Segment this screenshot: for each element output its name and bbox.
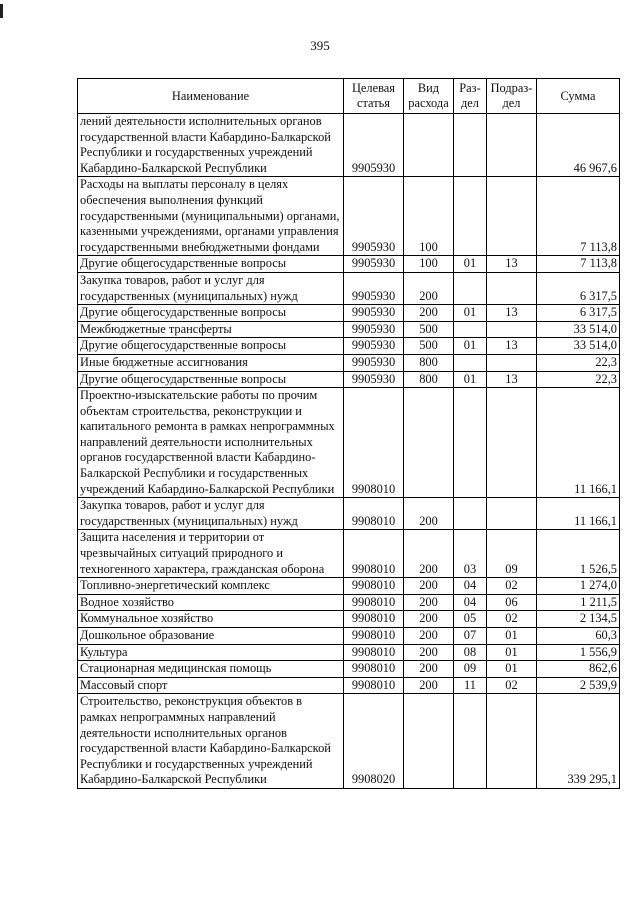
table-row: [78, 498, 620, 530]
cell-subsection: 01: [487, 628, 537, 645]
cell-section: 01: [454, 338, 487, 355]
cell-target-article: 9905930: [344, 338, 404, 355]
cell-subsection: 13: [487, 256, 537, 273]
cell-section: 01: [454, 256, 487, 273]
table-row: [78, 114, 620, 177]
header-target-article: Целевая статья: [344, 79, 404, 114]
cell-subsection: [487, 498, 537, 530]
cell-subsection: [487, 177, 537, 256]
cell-expense-type: 200: [404, 594, 454, 611]
table-row: [78, 694, 620, 789]
cell-expense-type: [404, 388, 454, 498]
cell-subsection: 13: [487, 305, 537, 322]
cell-sum: 60,3: [537, 628, 620, 645]
cell-section: [454, 321, 487, 338]
table-row: [78, 354, 620, 371]
cell-sum: 11 166,1: [537, 388, 620, 498]
cell-sum: 2 134,5: [537, 611, 620, 628]
cell-expense-type: 800: [404, 371, 454, 388]
cell-name: лений деятельности исполнительных органов государственной власти Кабардино-Балкарской Республики и государственных учреждений Кабардино-Балкарской Республики: [78, 114, 344, 177]
table-row: [78, 628, 620, 645]
cell-subsection: 01: [487, 644, 537, 661]
cell-section: 05: [454, 611, 487, 628]
table-row: [78, 594, 620, 611]
cell-section: 03: [454, 530, 487, 578]
table-row: [78, 578, 620, 595]
cell-name: Водное хозяйство: [78, 594, 344, 611]
header-section: Раз- дел: [454, 79, 487, 114]
cell-expense-type: [404, 114, 454, 177]
cell-subsection: 09: [487, 530, 537, 578]
cell-sum: 22,3: [537, 371, 620, 388]
cell-sum: 1 556,9: [537, 644, 620, 661]
header-sum: Сумма: [537, 79, 620, 114]
cell-name: Другие общегосударственные вопросы: [78, 305, 344, 322]
cell-sum: 33 514,0: [537, 338, 620, 355]
table-row: [78, 177, 620, 256]
cell-subsection: 01: [487, 661, 537, 678]
cell-target-article: 9908010: [344, 644, 404, 661]
budget-table: [77, 78, 620, 789]
cell-expense-type: 200: [404, 628, 454, 645]
cell-name: Культура: [78, 644, 344, 661]
cell-target-article: 9905930: [344, 305, 404, 322]
cell-section: [454, 498, 487, 530]
cell-sum: 1 211,5: [537, 594, 620, 611]
cell-target-article: 9908020: [344, 694, 404, 789]
table-row: [78, 256, 620, 273]
cell-target-article: 9905930: [344, 177, 404, 256]
cell-name: Расходы на выплаты персоналу в целях обеспечения выполнения функций государственными (муниципальными) органами, казенными учреждениями, органами управления государственными внебюджетными фондами: [78, 177, 344, 256]
cell-subsection: 02: [487, 611, 537, 628]
cell-target-article: 9908010: [344, 388, 404, 498]
cell-subsection: [487, 114, 537, 177]
cell-target-article: 9908010: [344, 594, 404, 611]
cell-section: 08: [454, 644, 487, 661]
table-row: [78, 530, 620, 578]
cell-target-article: 9905930: [344, 371, 404, 388]
cell-sum: 6 317,5: [537, 305, 620, 322]
header-expense-type: Вид расхода: [404, 79, 454, 114]
cell-name: Защита населения и территории от чрезвычайных ситуаций природного и техногенного характера, гражданская оборона: [78, 530, 344, 578]
cell-name: Другие общегосударственные вопросы: [78, 338, 344, 355]
cell-target-article: 9908010: [344, 578, 404, 595]
cell-sum: 339 295,1: [537, 694, 620, 789]
cell-name: Другие общегосударственные вопросы: [78, 371, 344, 388]
cell-sum: 6 317,5: [537, 272, 620, 304]
cell-expense-type: 200: [404, 578, 454, 595]
cell-subsection: [487, 354, 537, 371]
cell-section: 01: [454, 305, 487, 322]
cell-name: Межбюджетные трансферты: [78, 321, 344, 338]
cell-target-article: 9908010: [344, 611, 404, 628]
cell-section: [454, 388, 487, 498]
cell-name: Иные бюджетные ассигнования: [78, 354, 344, 371]
cell-target-article: 9908010: [344, 661, 404, 678]
cell-name: Коммунальное хозяйство: [78, 611, 344, 628]
cell-section: [454, 694, 487, 789]
cell-sum: 7 113,8: [537, 256, 620, 273]
cell-name: Стационарная медицинская помощь: [78, 661, 344, 678]
cell-target-article: 9905930: [344, 114, 404, 177]
cell-expense-type: 500: [404, 338, 454, 355]
cell-name: Массовый спорт: [78, 677, 344, 694]
cell-target-article: 9905930: [344, 321, 404, 338]
table-row: [78, 661, 620, 678]
table-row: [78, 305, 620, 322]
cell-section: 07: [454, 628, 487, 645]
table-row: [78, 272, 620, 304]
cell-expense-type: 200: [404, 661, 454, 678]
cell-expense-type: 200: [404, 305, 454, 322]
cell-target-article: 9908010: [344, 677, 404, 694]
cell-target-article: 9905930: [344, 354, 404, 371]
cell-expense-type: 200: [404, 677, 454, 694]
cell-expense-type: 500: [404, 321, 454, 338]
cell-subsection: 06: [487, 594, 537, 611]
cell-sum: 11 166,1: [537, 498, 620, 530]
cell-sum: 33 514,0: [537, 321, 620, 338]
cell-expense-type: 200: [404, 644, 454, 661]
table-row: [78, 388, 620, 498]
cell-section: [454, 177, 487, 256]
cell-section: 01: [454, 371, 487, 388]
cell-expense-type: 800: [404, 354, 454, 371]
table-row: [78, 371, 620, 388]
page-number: 395: [310, 38, 330, 53]
cell-subsection: 13: [487, 371, 537, 388]
cell-target-article: 9908010: [344, 530, 404, 578]
cell-expense-type: 100: [404, 177, 454, 256]
cell-subsection: [487, 272, 537, 304]
cell-expense-type: 200: [404, 498, 454, 530]
cell-name: Другие общегосударственные вопросы: [78, 256, 344, 273]
cell-section: 11: [454, 677, 487, 694]
cell-sum: 22,3: [537, 354, 620, 371]
cell-sum: 862,6: [537, 661, 620, 678]
table-header-row: [78, 79, 620, 114]
header-name: Наименование: [78, 79, 344, 114]
cell-subsection: 02: [487, 677, 537, 694]
cell-section: 04: [454, 578, 487, 595]
cell-section: [454, 354, 487, 371]
cell-target-article: 9908010: [344, 498, 404, 530]
cell-target-article: 9905930: [344, 256, 404, 273]
table-row: [78, 677, 620, 694]
table-row: [78, 611, 620, 628]
table-row: [78, 321, 620, 338]
table-row: [78, 644, 620, 661]
cell-name: Проектно-изыскательские работы по прочим объектам строительства, реконструкции и капитального ремонта в рамках непрограммных направлений деятельности исполнительных органов государственной власти Кабардино-Балкарской Республики и государственных учреждений Кабардино-Балкарской Республики: [78, 388, 344, 498]
table-body: [78, 114, 620, 789]
cell-subsection: 02: [487, 578, 537, 595]
cell-name: Дошкольное образование: [78, 628, 344, 645]
cell-subsection: [487, 694, 537, 789]
cell-name: Закупка товаров, работ и услуг для государственных (муниципальных) нужд: [78, 498, 344, 530]
cell-subsection: [487, 321, 537, 338]
cell-sum: 7 113,8: [537, 177, 620, 256]
cell-name: Закупка товаров, работ и услуг для государственных (муниципальных) нужд: [78, 272, 344, 304]
cell-expense-type: 100: [404, 256, 454, 273]
cell-subsection: 13: [487, 338, 537, 355]
table-row: [78, 338, 620, 355]
cell-section: 04: [454, 594, 487, 611]
cell-expense-type: 200: [404, 530, 454, 578]
cell-section: 09: [454, 661, 487, 678]
header-subsection: Подраз- дел: [487, 79, 537, 114]
cell-target-article: 9908010: [344, 628, 404, 645]
cell-name: Топливно-энергетический комплекс: [78, 578, 344, 595]
cell-expense-type: [404, 694, 454, 789]
cell-target-article: 9905930: [344, 272, 404, 304]
cell-expense-type: 200: [404, 611, 454, 628]
cell-expense-type: 200: [404, 272, 454, 304]
cell-section: [454, 114, 487, 177]
cell-sum: 1 526,5: [537, 530, 620, 578]
cell-sum: 1 274,0: [537, 578, 620, 595]
cell-sum: 46 967,6: [537, 114, 620, 177]
cell-section: [454, 272, 487, 304]
cell-name: Строительство, реконструкция объектов в рамках непрограммных направлений деятельности исполнительных органов государственной власти Кабардино-Балкарской Республики и государственных учреждений Кабардино-Балкарской Республики: [78, 694, 344, 789]
cell-sum: 2 539,9: [537, 677, 620, 694]
page-edge-mark: [0, 4, 3, 18]
cell-subsection: [487, 388, 537, 498]
